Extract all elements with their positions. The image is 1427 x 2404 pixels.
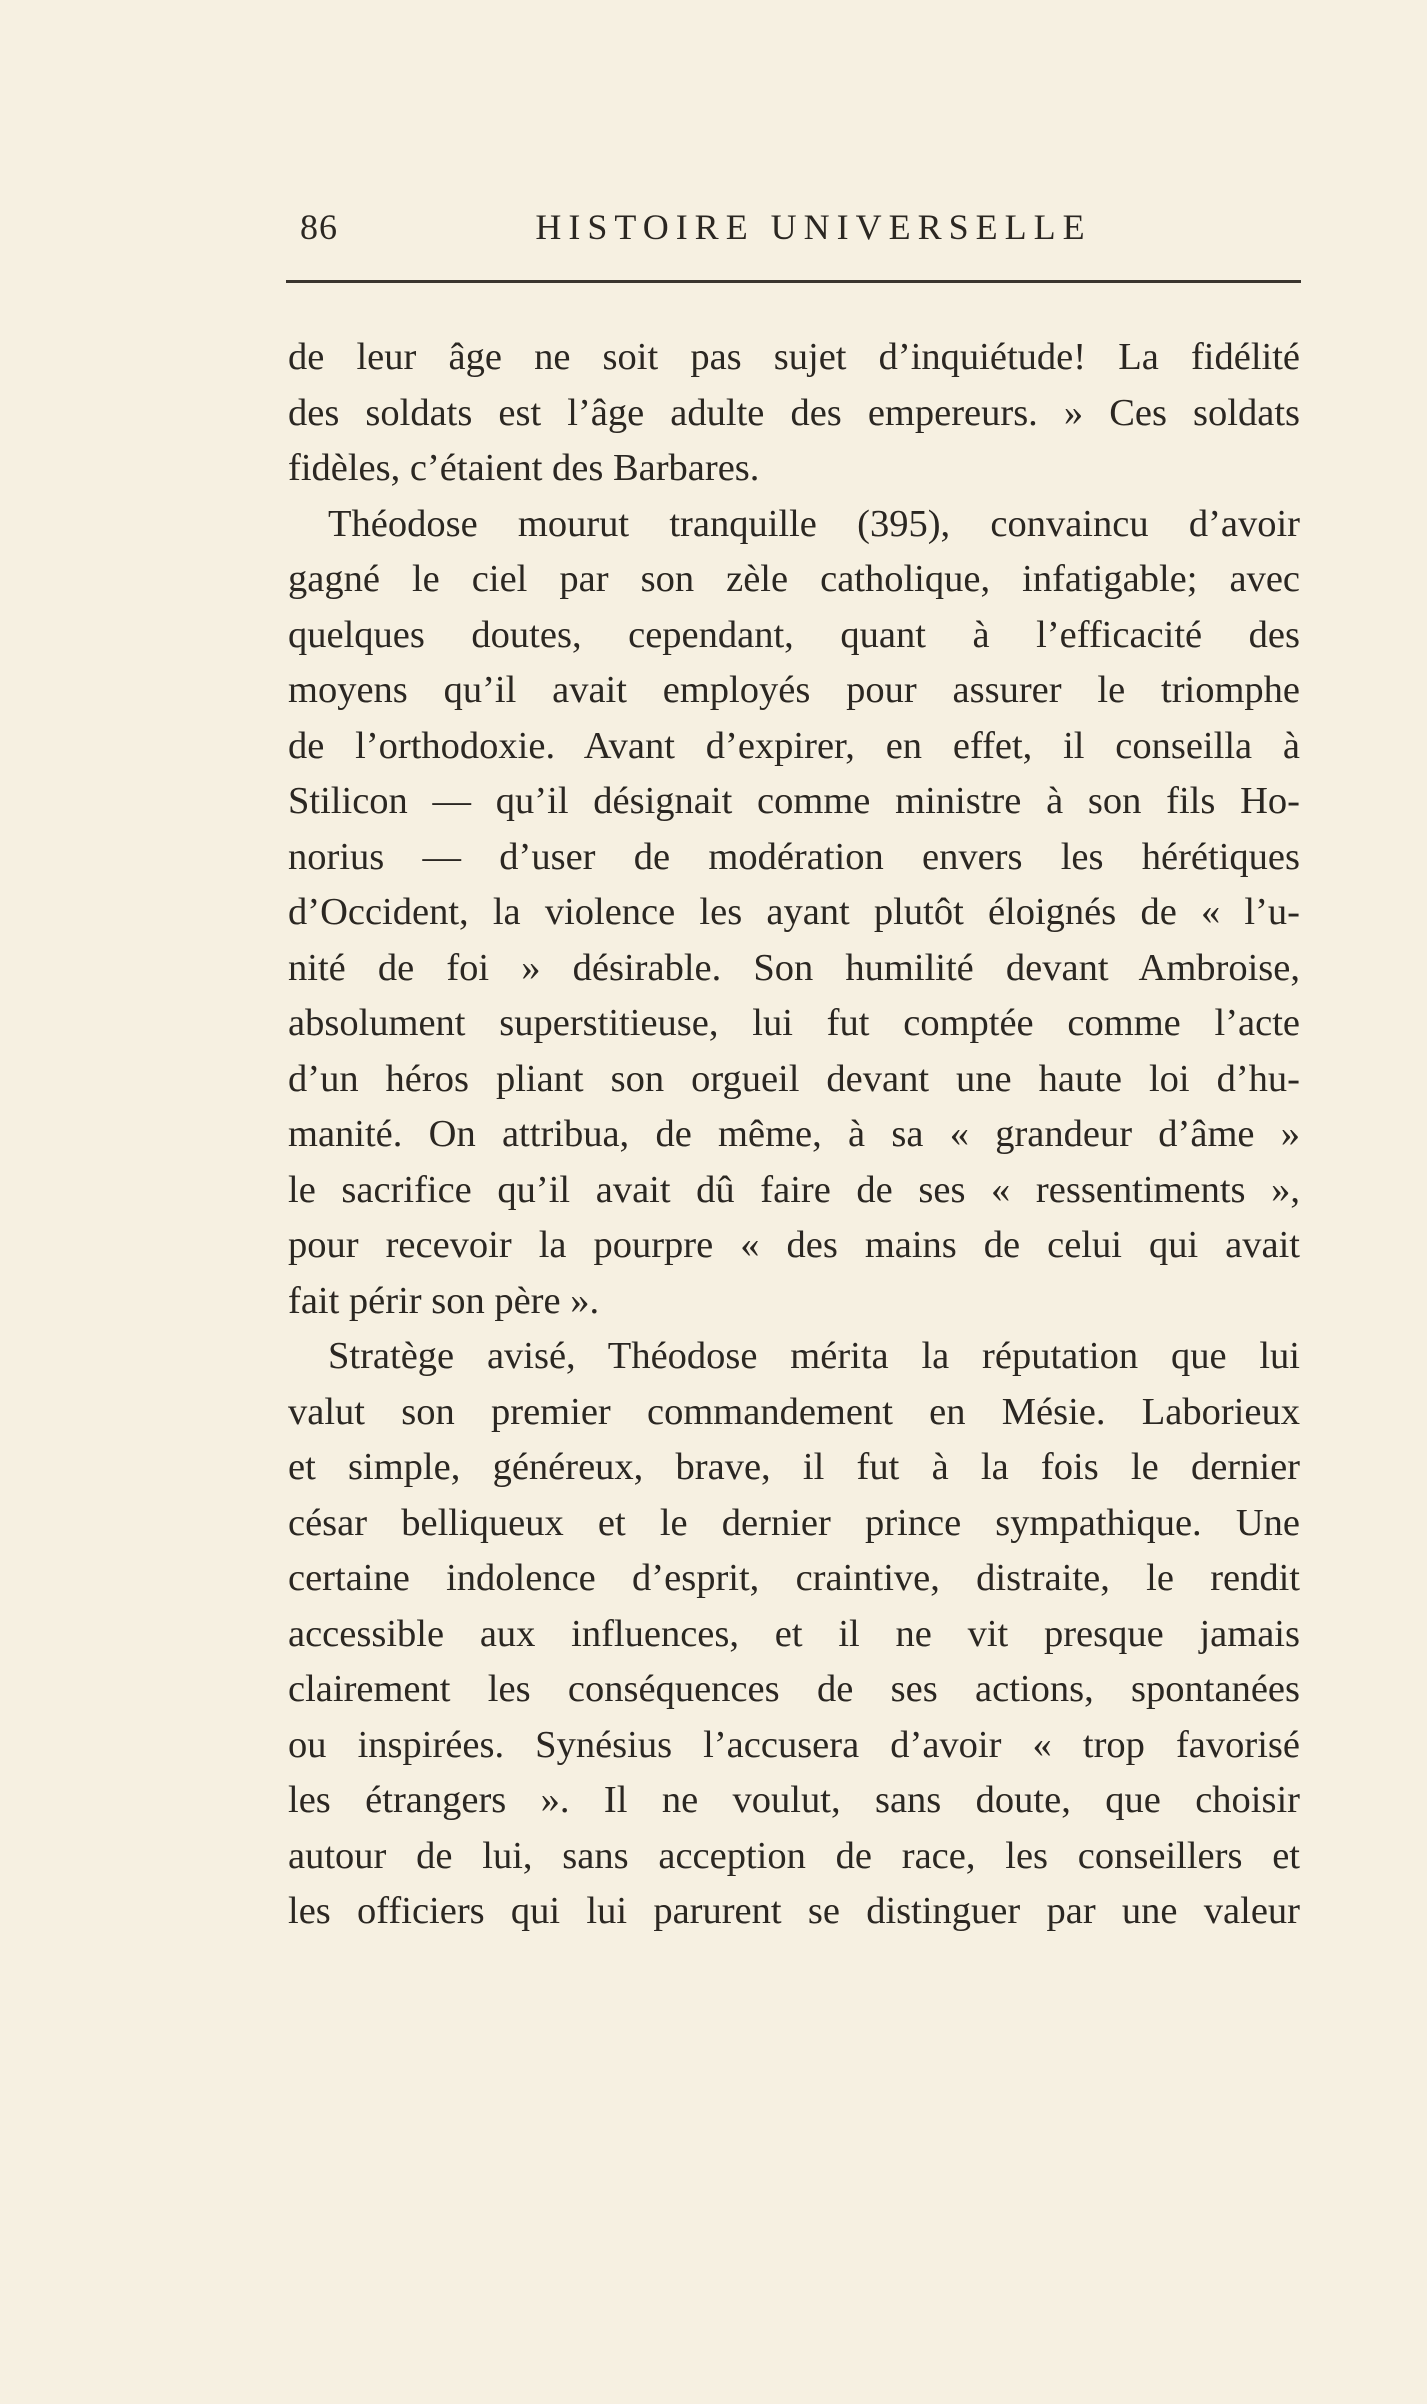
text-line: ou inspirées. Synésius l’accusera d’avoir « trop favorisé (288, 1723, 1300, 1766)
text-line: les étrangers ». Il ne voulut, sans doute, que choisir (288, 1779, 1300, 1821)
text-line: d’Occident, la violence les ayant plutôt éloignés de « l’u- (288, 891, 1300, 933)
text-line: fidèles, c’étaient des Barbares. (288, 447, 760, 489)
text-line: nité de foi » désirable. Son humilité devant Ambroise, (288, 946, 1300, 989)
running-head (286, 206, 1301, 256)
text-line: les officiers qui lui parurent se distinguer par une valeur (288, 1890, 1300, 1932)
text-line: césar belliqueux et le dernier prince sympathique. Une (288, 1501, 1300, 1544)
header-rule (286, 280, 1301, 283)
page-number: 86 (300, 207, 338, 247)
text-line: Stilicon — qu’il désignait comme ministre à son fils Ho- (288, 780, 1300, 822)
text-line: pour recevoir la pourpre « des mains de celui qui avait (288, 1224, 1300, 1266)
text-line: clairement les conséquences de ses actions, spontanées (288, 1668, 1300, 1710)
text-line: norius — d’user de modération envers les hérétiques (288, 835, 1300, 878)
text-line: absolument superstitieuse, lui fut comptée comme l’acte (288, 1002, 1300, 1044)
text-line: valut son premier commandement en Mésie. Laborieux (288, 1390, 1300, 1433)
text-line: certaine indolence d’esprit, craintive, distraite, le rendit (288, 1557, 1300, 1599)
text-line: Théodose mourut tranquille (395), convaincu d’avoir (328, 502, 1300, 545)
text-line: manité. On attribua, de même, à sa « grandeur d’âme » (288, 1113, 1300, 1155)
body-text (288, 330, 1300, 1940)
running-title: HISTOIRE UNIVERSELLE (535, 207, 1092, 247)
text-line: de leur âge ne soit pas sujet d’inquiétude! La fidélité (288, 336, 1300, 378)
text-line: autour de lui, sans acception de race, les conseillers et (288, 1834, 1300, 1877)
text-line: quelques doutes, cependant, quant à l’efficacité des (288, 613, 1300, 656)
text-line: d’un héros pliant son orgueil devant une haute loi d’hu- (288, 1057, 1300, 1100)
text-line: accessible aux influences, et il ne vit presque jamais (288, 1612, 1300, 1655)
text-line: des soldats est l’âge adulte des empereurs. » Ces soldats (288, 391, 1300, 434)
text-line: le sacrifice qu’il avait dû faire de ses « ressentiments », (288, 1168, 1300, 1211)
text-line: Stratège avisé, Théodose mérita la réputation que lui (328, 1335, 1300, 1377)
text-line: et simple, généreux, brave, il fut à la fois le dernier (288, 1446, 1300, 1488)
text-line: moyens qu’il avait employés pour assurer le triomphe (288, 669, 1300, 711)
text-line: gagné le ciel par son zèle catholique, infatigable; avec (288, 558, 1300, 600)
text-line: fait périr son père ». (288, 1279, 600, 1322)
text-line: de l’orthodoxie. Avant d’expirer, en effet, il conseilla à (288, 724, 1300, 767)
